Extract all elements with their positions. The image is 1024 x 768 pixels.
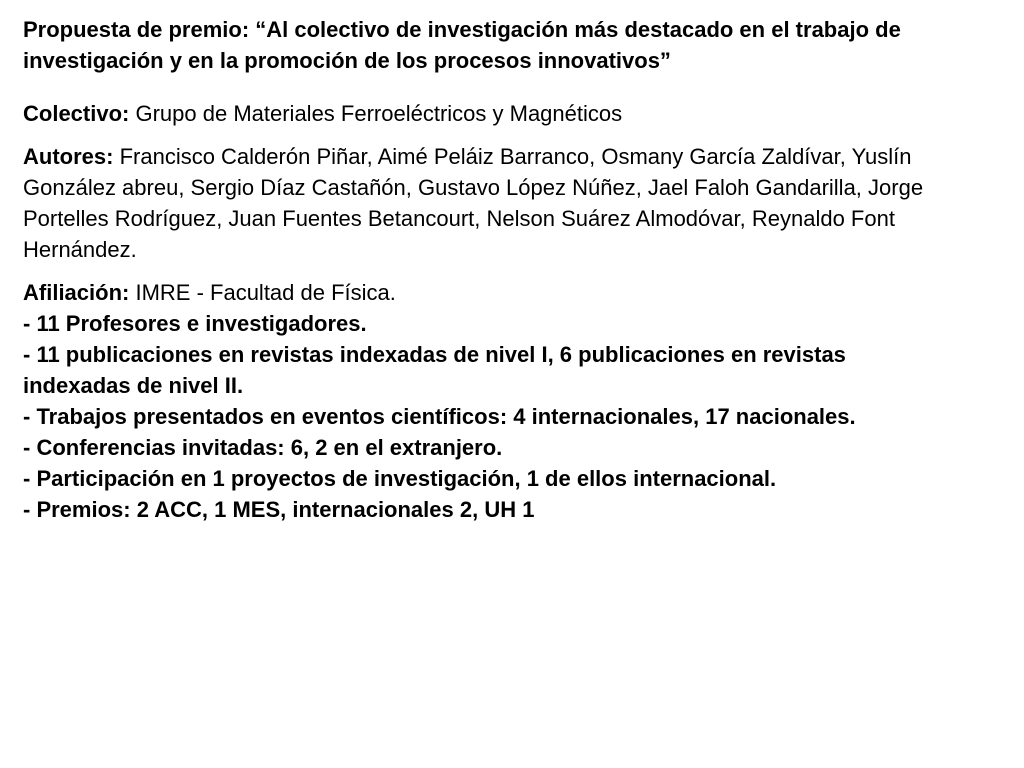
autores-label: Autores:	[23, 144, 114, 169]
highlight-item: - Premios: 2 ACC, 1 MES, internacionales 2, UH 1	[23, 497, 535, 522]
colectivo-label: Colectivo:	[23, 101, 130, 126]
highlights-list	[23, 308, 923, 525]
afiliacion-label: Afiliación:	[23, 280, 130, 305]
autores-line	[23, 141, 983, 265]
highlight-item: - 11 publicaciones en revistas indexadas de nivel I, 6 publicaciones en revistas indexadas de nivel II.	[23, 342, 846, 398]
highlight-item: - 11 Profesores e investigadores.	[23, 311, 367, 336]
highlight-item: - Participación en 1 proyectos de investigación, 1 de ellos internacional.	[23, 466, 777, 491]
afiliacion-value: IMRE - Facultad de Física.	[135, 280, 396, 305]
highlight-item: - Trabajos presentados en eventos científicos: 4 internacionales, 17 nacionales.	[23, 404, 856, 429]
colectivo-value: Grupo de Materiales Ferroeléctricos y Magnéticos	[135, 101, 623, 126]
slide-title: Propuesta de premio: “Al colectivo de investigación más destacado en el trabajo de investigación y en la promoción de los procesos innovativos”	[23, 17, 901, 73]
afiliacion-line	[23, 277, 983, 308]
autores-value: Francisco Calderón Piñar, Aimé Peláiz Barranco, Osmany García Zaldívar, Yuslín González abreu, Sergio Díaz Castañón, Gustavo López Núñez, Jael Faloh Gandarilla, Jorge Portelles Rodríguez, Juan Fuentes Betancourt, Nelson Suárez Almodóvar, Reynaldo Font Hernández.	[23, 144, 924, 262]
colectivo-line	[23, 98, 983, 129]
highlight-item: - Conferencias invitadas: 6, 2 en el extranjero.	[23, 435, 503, 460]
slide-content	[23, 14, 983, 525]
